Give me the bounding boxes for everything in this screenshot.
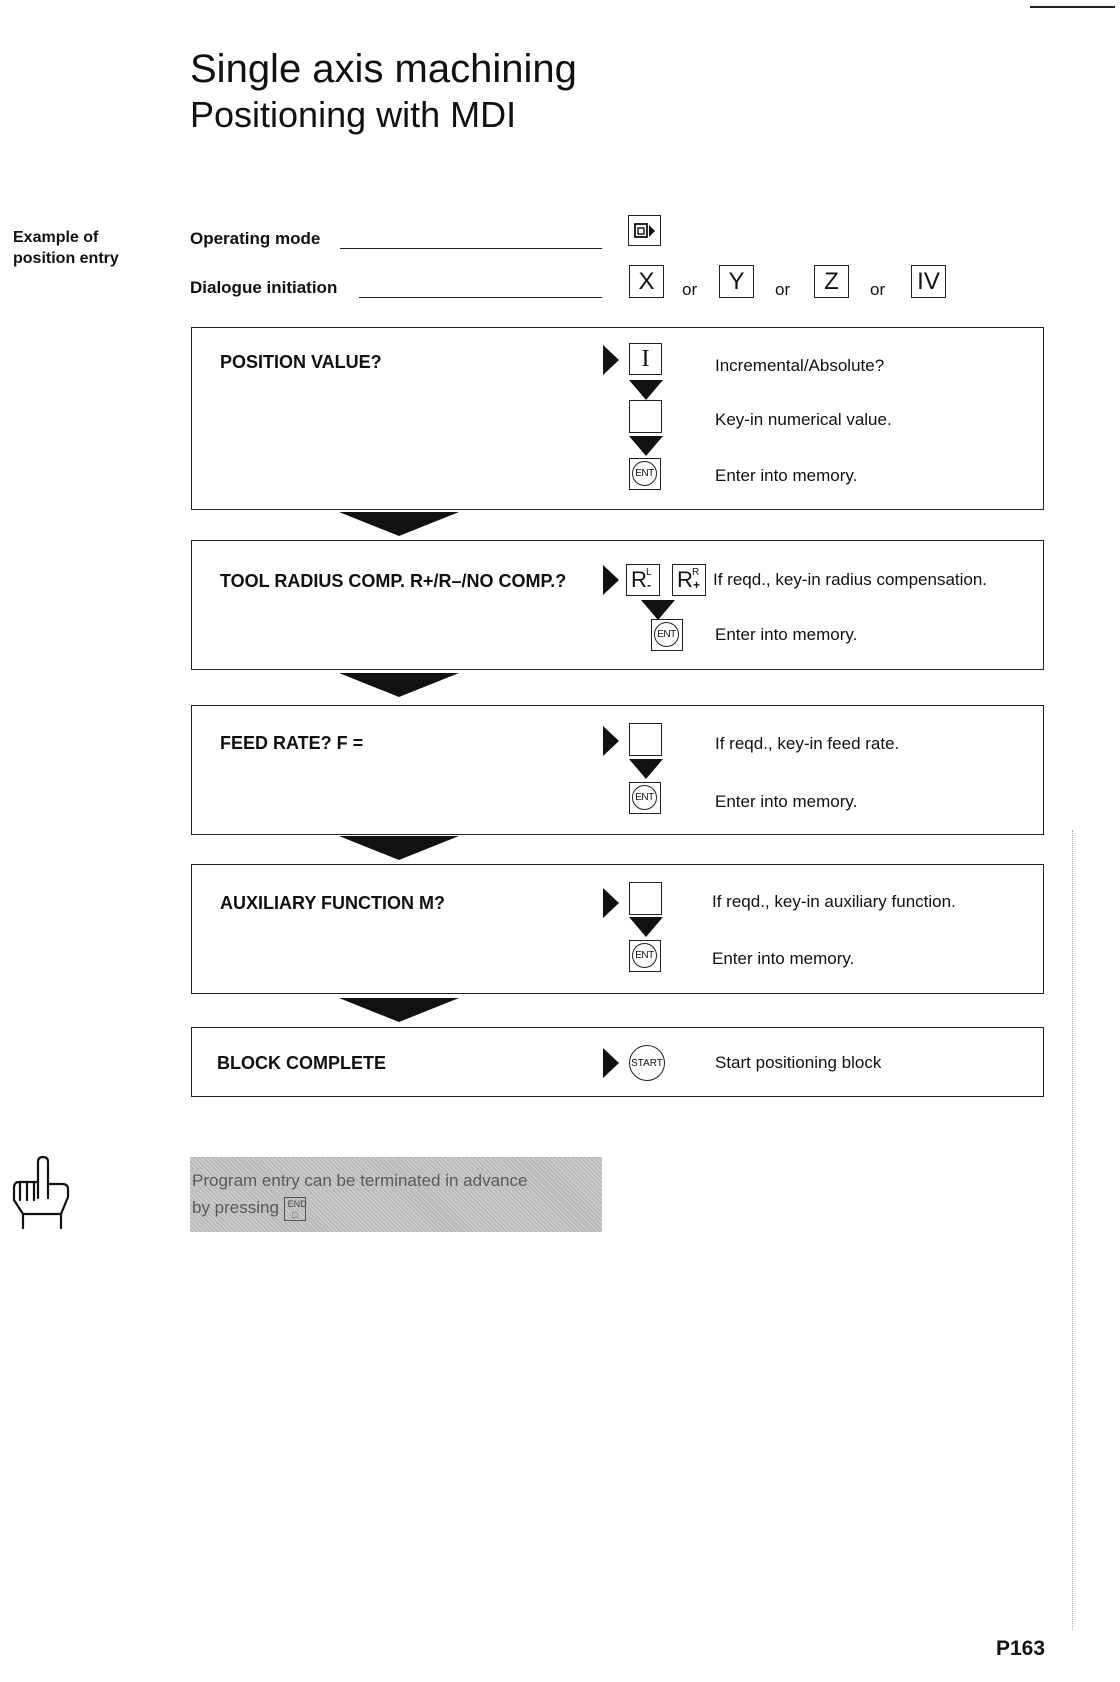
or-word-3: or	[870, 280, 886, 299]
step-prompt: POSITION VALUE?	[220, 352, 382, 372]
step-description: Enter into memory.	[715, 625, 858, 644]
step-description: Enter into memory.	[715, 466, 858, 485]
mdi-mode-icon	[632, 220, 658, 242]
side-label-line2: position entry	[13, 250, 119, 267]
end-key-bottom: □	[291, 1209, 298, 1220]
ent-key[interactable]	[651, 619, 683, 651]
r-key-sup: L	[646, 567, 652, 578]
side-label-line1: Example of	[13, 229, 99, 246]
note-line-2-prefix: by pressing	[192, 1198, 279, 1217]
page-subtitle: Positioning with MDI	[190, 94, 517, 135]
step-prompt: AUXILIARY FUNCTION M?	[220, 893, 445, 913]
start-key[interactable]: START	[629, 1045, 665, 1081]
operating-mode-label: Operating mode	[190, 229, 321, 248]
numeric-value-key[interactable]	[629, 400, 662, 433]
incremental-key[interactable]: I	[629, 343, 662, 375]
mdi-mode-key[interactable]	[628, 215, 661, 246]
or-word-2: or	[775, 280, 791, 299]
right-margin-rule	[1072, 830, 1073, 1630]
end-key[interactable]	[284, 1197, 306, 1221]
step-prompt: TOOL RADIUS COMP. R+/R–/NO COMP.?	[220, 571, 567, 591]
step-box-tool-radius-comp	[191, 540, 1044, 670]
r-key-sub: -	[647, 578, 651, 592]
axis-key-z[interactable]: Z	[814, 265, 849, 298]
ent-key[interactable]	[629, 782, 661, 814]
side-label	[13, 227, 119, 269]
step-box-feed-rate	[191, 705, 1044, 835]
step-description: Start positioning block	[715, 1053, 882, 1072]
pointing-hand-icon	[10, 1150, 70, 1240]
ent-key-label: ENT	[632, 461, 657, 486]
r-key-main: R	[677, 567, 693, 592]
top-right-rule	[1030, 6, 1115, 8]
flow-arrow-down-icon	[339, 512, 459, 536]
arrow-down-icon	[629, 917, 663, 937]
axis-key-x[interactable]: X	[629, 265, 664, 298]
flow-arrow-down-icon	[339, 998, 459, 1022]
axis-key-iv[interactable]: IV	[911, 265, 946, 298]
step-prompt: FEED RATE? F =	[220, 733, 364, 753]
step-description: Enter into memory.	[715, 792, 858, 811]
ent-key-label: ENT	[632, 785, 657, 810]
step-box-auxiliary-function	[191, 864, 1044, 994]
radius-comp-left-key[interactable]	[626, 564, 660, 596]
step-description: If reqd., key-in radius compensation.	[713, 570, 988, 589]
r-key-sub: +	[693, 578, 701, 592]
step-description: If reqd., key-in auxiliary function.	[712, 892, 956, 911]
arrow-right-icon	[603, 888, 619, 918]
ent-key[interactable]	[629, 458, 661, 490]
arrow-down-icon	[629, 436, 663, 456]
step-description: Enter into memory.	[712, 949, 855, 968]
note-box	[190, 1157, 602, 1232]
arrow-right-icon	[603, 726, 619, 756]
dialogue-initiation-leader-line	[359, 297, 602, 298]
note-line-1: Program entry can be terminated in advance	[192, 1171, 528, 1190]
arrow-right-icon	[603, 565, 619, 595]
operating-mode-leader-line	[340, 248, 602, 249]
arrow-down-icon	[641, 600, 675, 620]
step-description: Key-in numerical value.	[715, 410, 892, 429]
arrow-right-icon	[603, 1048, 619, 1078]
step-description: Incremental/Absolute?	[715, 356, 885, 375]
page-title: Single axis machining	[190, 47, 577, 91]
note-line-2	[192, 1194, 602, 1221]
end-key-top: END	[287, 1198, 307, 1209]
r-key-sup: R	[692, 567, 700, 578]
or-word-1: or	[682, 280, 698, 299]
ent-key-label: ENT	[632, 943, 657, 968]
step-description: If reqd., key-in feed rate.	[715, 734, 900, 753]
arrow-down-icon	[629, 759, 663, 779]
auxiliary-function-value-key[interactable]	[629, 882, 662, 915]
flow-arrow-down-icon	[339, 673, 459, 697]
step-prompt: BLOCK COMPLETE	[217, 1053, 386, 1073]
ent-key[interactable]	[629, 940, 661, 972]
dialogue-initiation-label: Dialogue initiation	[190, 278, 338, 297]
r-key-main: R	[631, 567, 647, 592]
ent-key-label: ENT	[654, 622, 679, 647]
axis-key-y[interactable]: Y	[719, 265, 754, 298]
flow-arrow-down-icon	[339, 836, 459, 860]
arrow-down-icon	[629, 380, 663, 400]
radius-comp-right-key[interactable]	[672, 564, 706, 596]
arrow-right-icon	[603, 345, 619, 375]
feed-rate-value-key[interactable]	[629, 723, 662, 756]
page-number: P163	[996, 1637, 1046, 1660]
